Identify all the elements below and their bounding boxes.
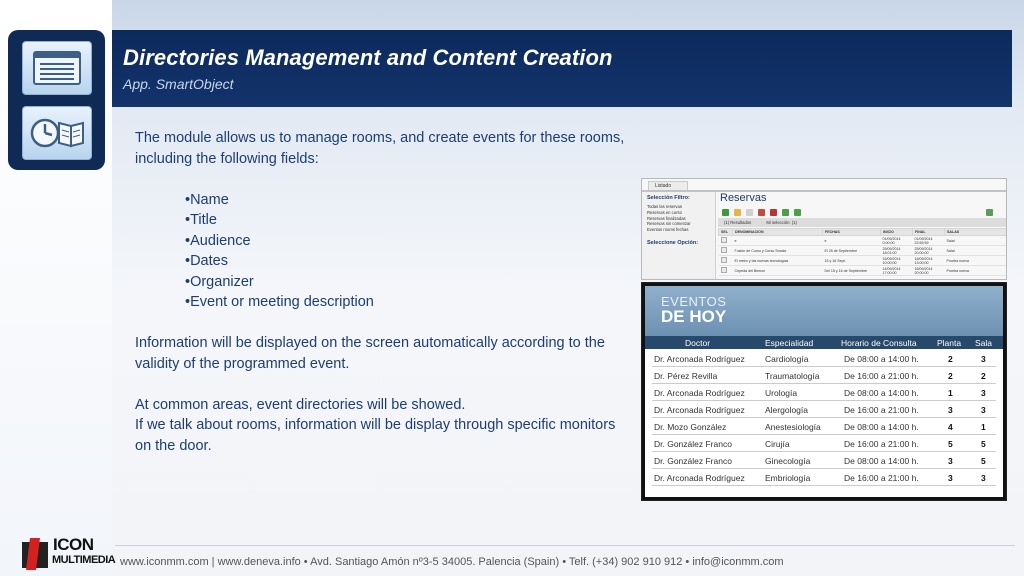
footer-contact: www.iconmm.com | www.deneva.info • Avd. Santiago Amón nº3-5 34005. Palencia (Spain) • Telf. (+34) 902 910 912 • info@iconmm.com: [120, 556, 784, 568]
display-paragraph: Information will be displayed on the screen automatically according to the validity of the programmed event.: [135, 335, 605, 372]
col-header: SALAS: [945, 229, 1008, 236]
table-row: Dr. Pérez Revilla Traumatología De 16:00 a 21:00 h. 2 2: [652, 367, 996, 384]
edit-icon: [734, 209, 741, 216]
eventos-screen: [645, 286, 1003, 497]
add-icon: [722, 209, 729, 216]
sidebar-item: Todas las reservas: [647, 204, 682, 209]
eventos-banner: [645, 286, 1003, 336]
list-item: • Organizer: [185, 272, 625, 293]
tab-results: (1) Resultados: [724, 220, 752, 225]
list-item: • Name: [185, 190, 625, 211]
tab-listado: Listado: [648, 181, 688, 191]
check-icon: [782, 209, 789, 216]
col-doctor: Doctor: [685, 338, 711, 348]
icon-panel: [8, 30, 105, 170]
reservas-heading: Reservas: [720, 192, 767, 204]
page-subtitle: App. SmartObject: [123, 76, 234, 92]
col-header: FINAL: [913, 229, 945, 236]
common-areas-paragraph: At common areas, event directories will be showed.: [135, 396, 466, 413]
check-icon: [794, 209, 801, 216]
col-header: SEL: [719, 229, 733, 236]
table-row: Dr. Arconada Rodríguez Alergología De 16:00 a 21:00 h. 3 3: [652, 401, 996, 418]
table-row: Dr. González Franco Cirujía De 16:00 a 21:00 h. 5 5: [652, 435, 996, 452]
rooms-paragraph: If we talk about rooms, information will be display through specific monitors on the door.: [135, 417, 616, 454]
filter-sidebar: [642, 192, 716, 280]
sidebar-item: Reservas en curso: [647, 209, 682, 215]
row-select[interactable]: [721, 267, 727, 273]
table-row: Dr. González Franco Ginecología De 08:00 a 14:00 h. 3 5: [652, 452, 996, 469]
table-row: Dr. Arconada Rodríguez Cardiología De 08:00 a 14:00 h. 2 3: [652, 350, 996, 367]
col-header: DENOMINACION: [733, 229, 823, 236]
list-item: • Dates: [185, 251, 625, 272]
col-sala: Sala: [975, 338, 993, 348]
toolbar: [718, 208, 1007, 217]
tab-selection: Mi selección: (1): [766, 220, 797, 225]
row-select[interactable]: [721, 247, 727, 253]
col-planta: Planta: [937, 338, 962, 348]
footer-divider: [115, 545, 1015, 546]
title-bar: [112, 30, 1012, 107]
col-especialidad: Especialidad: [765, 338, 814, 348]
row-select[interactable]: [721, 257, 727, 263]
table-row[interactable]: Cepeda del Bemon Del 15 y 16 de Septiembre 14/09/2014 17:00:00 16/09/2014 20:00:00 Prueba nueva: [719, 266, 1008, 276]
body-text: [135, 128, 625, 456]
logo-word-icon: ICON: [53, 535, 94, 554]
list-window-icon: [22, 41, 92, 95]
table-row[interactable]: El metro y las nuevas tecnologías 15 y 16 Sept. 15/09/2014 10:00:00 16/09/2014 13:00:00 Prueba nueva: [719, 256, 1008, 266]
company-logo: [20, 532, 116, 572]
close-icon: [770, 209, 777, 216]
intro-paragraph: The module allows us to manage rooms, and create events for these rooms, including the following fields:: [135, 130, 625, 167]
list-item: • Title: [185, 210, 625, 231]
subtabs: [718, 218, 1007, 227]
table-row: Dr. Arconada Rodríguez Urología De 08:00 a 14:00 h. 1 3: [652, 384, 996, 401]
delete-icon: [758, 209, 765, 216]
eventos-title-line1: EVENTOS: [661, 294, 727, 309]
col-header: FECHAS: [823, 229, 881, 236]
table-row[interactable]: Fusión de Curso y Curso Smoke El 25 de Septiembre 25/09/2014 18:01:00 25/09/2014 20:00:00 Salal: [719, 246, 1008, 256]
fields-list: [185, 190, 625, 313]
reservas-screenshot: [641, 178, 1007, 280]
sidebar-item: Eventos rooms fechas: [647, 227, 689, 233]
sidebar-item: Reservas sin comenzar: [647, 221, 691, 227]
col-header: INICIO: [881, 229, 913, 236]
copy-icon: [746, 209, 753, 216]
list-item: • Event or meeting description: [185, 292, 625, 313]
reservas-table: [718, 228, 1007, 276]
table-row: Dr. Mozo González Anestesiología De 08:00 a 14:00 h. 4 1: [652, 418, 996, 435]
eventos-table-header: [645, 336, 1003, 349]
eventos-title-line2: DE HOY: [661, 307, 727, 326]
eventos-screenshot: [641, 282, 1007, 501]
table-row: Dr. Arconada Rodríguez Embriología De 16:00 a 21:00 h. 3 3: [652, 469, 996, 486]
logo-mark-icon: [20, 538, 50, 570]
list-item: • Audience: [185, 231, 625, 252]
page-title: Directories Management and Content Creation: [123, 45, 613, 70]
sidebar-heading: Seleccione Opción:: [647, 239, 699, 246]
sidebar-item: Reservas finalizadas: [647, 215, 686, 221]
logo-word-multimedia: MULTIMEDIA: [52, 554, 116, 566]
refresh-icon: [986, 209, 993, 216]
col-horario: Horario de Consulta: [841, 338, 917, 348]
sidebar-heading: Selección Filtro:: [647, 195, 690, 201]
clock-book-icon: [22, 106, 92, 160]
table-row[interactable]: e e 01/09/2014 0:00:00 01/09/2014 23:59:59 Salal: [719, 236, 1008, 246]
row-select[interactable]: [721, 237, 727, 243]
